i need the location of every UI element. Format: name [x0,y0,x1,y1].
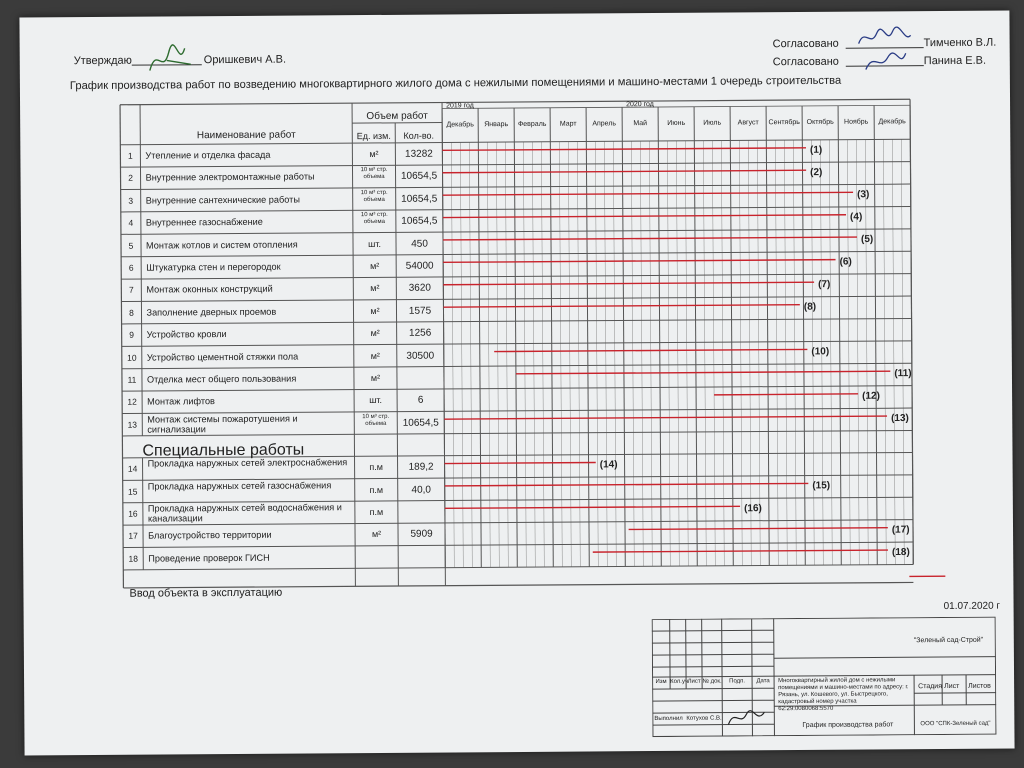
agreed-label-1: Согласовано [772,37,839,51]
grid-top-border [120,99,910,105]
month-label: Февраль [517,120,547,128]
header-volume: Объем работ [366,110,428,123]
month-line [766,106,769,565]
week-line [568,142,571,567]
row-unit: м² [370,328,380,339]
row-bar-label-1: (1) [809,144,823,156]
row-qty: 10654,5 [401,215,438,227]
special-row-num: 18 [128,553,138,564]
row-unit: м² [370,260,380,272]
special-row-bar-label-15: (15) [812,480,831,492]
month-label: Март [559,120,577,128]
special-row-bar-15 [445,483,809,486]
row-line [122,363,912,369]
week-line [847,140,850,565]
special-row-qty: 40,0 [411,484,432,496]
month-line [550,108,553,567]
row-name: Внутренние электромонтажные работы [145,171,315,183]
row-bar-2 [443,170,807,173]
row-bar-3 [443,192,853,195]
week-line [505,142,508,567]
special-row-name: Прокладка наружных сетей водоснабжения и канализации [147,502,342,524]
month-label: Декабрь [878,118,906,126]
special-row-name: Прокладка наружных сетей газоснабжения [147,479,332,492]
week-line [757,140,760,565]
row-unit: м² [370,283,380,294]
row-num: 10 [127,352,137,363]
row-line [120,162,910,168]
header-unit: Ед. изм. [356,130,391,142]
row-num: 6 [128,262,134,273]
row-bar-label-12: (12) [862,390,880,402]
month-label: Декабрь [446,121,474,129]
row-unit: м² [370,372,381,384]
week-line [541,142,544,567]
month-label: Октябрь [806,118,834,126]
special-row-bar-17 [629,528,888,530]
month-label: Июль [703,119,722,127]
row-qty: 1575 [408,305,432,317]
week-line [667,141,670,566]
col-label-list: Лист [687,678,701,685]
row-name: Утепление и отделка фасада [145,149,271,161]
object-description: Многоквартирный жилой дом с нежилыми помещениями и машино-местами по адресу: г. Рязань, ул. Кошевого, ул. Быстрецкого, кадастровый номер участка 62:29:0080068:5570 [778,677,909,713]
row-num: 4 [128,217,134,228]
row-line [122,386,912,392]
week-line [496,142,499,567]
week-line [721,141,724,566]
month-line [622,107,625,566]
special-row-unit: п.м [369,484,384,495]
special-row-num: 17 [128,531,138,542]
row-line [121,296,911,302]
special-row-bar-18 [593,550,888,552]
month-line [910,105,913,564]
row-unit: шт. [368,238,381,249]
row-bar-label-2: (2) [810,167,823,179]
week-line [631,141,634,566]
week-line [883,139,886,564]
special-row-bar-14 [445,462,596,463]
approve-name: Оришкевич А.В. [203,53,287,67]
col-label-date: Дата [756,678,770,685]
approve-label: Утверждаю [73,54,132,68]
row-num: 1 [127,150,133,161]
header-volume-split [352,123,442,124]
month-label: Август [737,119,759,127]
title-block [652,617,997,737]
row-num: 11 [127,374,137,385]
special-row-bar-label-16: (16) [744,503,762,515]
col-label-izm: Изм [655,678,667,686]
row-num: 5 [128,240,134,251]
month-line [478,108,481,567]
row-qty: 1256 [408,327,432,339]
row-name: Внутреннее газоснабжение [145,216,263,228]
row-unit: 10 м³ стр. объема [360,167,388,181]
agreed-name-2: Панина Е.В. [923,54,987,68]
row-name: Монтаж системы пожаротушения и сигнализации [147,413,298,435]
month-label: Июнь [667,119,686,127]
row-line [121,229,911,235]
row-bar-label-4: (4) [850,211,863,223]
header-year-2019: 2019 год [446,102,474,110]
row-bar-label-11: (11) [894,368,912,380]
special-row-num: 15 [127,486,138,497]
week-line [604,141,607,566]
row-line [121,184,911,190]
row-bar-label-8: (8) [803,301,817,313]
row-line [121,251,911,257]
week-line [451,142,454,567]
row-qty: 10654,5 [400,170,438,183]
row-name: Устройство кровли [146,329,227,340]
month-label: Сентябрь [768,119,800,127]
special-row-bar-label-14: (14) [599,459,618,471]
month-label: Ноябрь [844,118,869,126]
row-name: Монтаж оконных конструкций [146,284,273,295]
row-name: Монтаж котлов и систем отопления [145,239,298,251]
sheet-label: Лист [944,682,960,691]
performer-name: Котухов С.В. [686,715,722,722]
row-qty: 10654,5 [401,193,438,205]
week-line [469,142,472,567]
row-name: Заполнение дверных проемов [146,306,277,318]
row-line [121,206,911,212]
row-num: 2 [128,173,133,184]
week-line [703,141,706,566]
row-unit: 10 м³ стр. объема [362,413,390,427]
month-line [694,107,697,566]
performer-signature [724,704,770,732]
special-row-unit: п.м [369,506,384,518]
row-qty: 3620 [408,282,432,295]
month-label: Май [633,120,648,128]
row-bar-label-3: (3) [857,189,870,201]
month-line [802,106,805,565]
row-unit: 10 м³ стр. объема [360,212,388,226]
col-label-doc: № док. [702,678,722,685]
special-row-bar-label-17: (17) [891,524,910,536]
row-name: Монтаж лифтов [147,396,215,407]
doc-title: График производства работ [802,721,894,730]
month-line [838,106,841,565]
stage-label: Стадия [918,683,943,691]
row-bar-1 [442,148,806,151]
special-row-name: Благоустройство территории [148,530,272,541]
special-row-qty: 189,2 [408,461,434,473]
header-year-2020: 2020 год [626,101,654,109]
row-num: 13 [127,419,138,430]
commission-label: Ввод объекта в эксплуатацию [129,586,283,600]
row-bar-6 [443,260,835,263]
row-unit: 10 м³ стр. объема [360,189,388,203]
row-qty: 10654,5 [402,417,439,429]
week-line [649,141,652,566]
row-unit: м² [370,305,380,316]
agreed-name-1: Тимченко В.Л. [923,36,997,50]
week-line [892,139,895,564]
row-name: Штукатурка стен и перегородок [146,261,281,273]
month-label: Январь [484,121,509,129]
schedule-sheet [19,11,1014,756]
week-line [748,140,751,565]
col-label-kol: Кол.уч [670,678,689,685]
week-line [559,142,562,567]
row-name: Устройство цементной стяжки пола [146,351,299,363]
week-line [613,141,616,566]
week-line [685,141,688,566]
week-line [865,140,868,565]
special-row-name: Прокладка наружных сетей электроснабжения [147,457,348,469]
week-line [856,140,859,565]
row-qty: 6 [417,395,424,407]
performer-label: Выполнил [654,715,683,723]
week-line [793,140,796,565]
month-line [514,108,517,567]
week-line [460,142,463,567]
special-row-num: 16 [128,508,138,519]
week-line [829,140,832,565]
agreed-label-2: Согласовано [772,55,839,69]
week-line [487,142,490,567]
special-row-unit: п.м [369,462,383,473]
header-name: Наименование работ [196,129,296,142]
week-line [784,140,787,565]
month-line [658,107,661,566]
special-works-title: Специальные работы [142,441,305,460]
document-date: 01.07.2020 г [943,600,1001,613]
row-bar-label-5: (5) [860,233,874,246]
week-line [739,140,742,565]
week-line [595,141,598,566]
row-line-special [123,564,913,570]
row-bar-11 [516,371,890,374]
col-label-sign: Подп. [729,678,746,685]
row-bar-label-10: (10) [811,346,830,358]
company-bottom: ООО "СПК-Зеленый сад" [920,720,991,728]
row-qty: 13282 [404,148,433,160]
row-bar-label-13: (13) [891,412,909,425]
month-line [586,108,589,567]
row-bar-12 [714,394,858,395]
week-line [523,142,526,567]
month-line [874,106,877,565]
week-line [577,142,580,567]
special-row-bar-16 [445,506,740,508]
row-name: Отделка мест общего пользования [146,373,297,385]
special-row-bar-label-18: (18) [891,546,910,559]
sheets-label: Листов [968,682,991,690]
row-line [122,318,912,324]
week-line [676,141,679,566]
row-line [122,341,912,347]
row-qty: 450 [411,238,428,250]
row-num: 8 [129,307,134,318]
row-line [122,408,912,414]
row-line-special [123,542,913,548]
row-bar-label-6: (6) [839,256,852,268]
row-num: 12 [127,397,137,408]
special-row-num: 14 [127,463,138,474]
header-qty: Кол-во. [403,130,435,141]
year-row-line [442,105,910,108]
row-unit: шт. [369,395,383,406]
month-line [730,107,733,566]
special-row-name: Проведение проверок ГИСН [148,552,270,564]
row-qty: 54000 [405,260,434,272]
document-title: График производства работ по возведению многоквартирного жилого дома с нежилыми помещениями и машино-местами 1 очередь строительства [69,74,842,93]
week-line [712,141,715,566]
week-line [901,139,904,564]
row-bar-13 [444,416,887,419]
month-label: Апрель [592,120,617,128]
row-num: 9 [129,329,135,340]
row-num: 7 [128,285,134,296]
special-row-unit: м² [371,529,382,540]
row-qty: 30500 [406,350,435,362]
row-name: Внутренние сантехнические работы [145,194,301,206]
week-line [532,142,535,567]
row-bar-4 [443,215,846,218]
row-unit: м² [370,350,380,361]
row-num: 3 [128,195,134,206]
week-line [775,140,778,565]
title-block-company-top: "Зеленый сад-Строй" [913,636,984,645]
special-row-qty: 5909 [410,528,433,541]
row-bar-label-7: (7) [818,279,831,291]
row-unit: м² [369,148,379,160]
row-line [121,274,911,280]
week-line [640,141,643,566]
row-bar-8 [443,305,799,307]
